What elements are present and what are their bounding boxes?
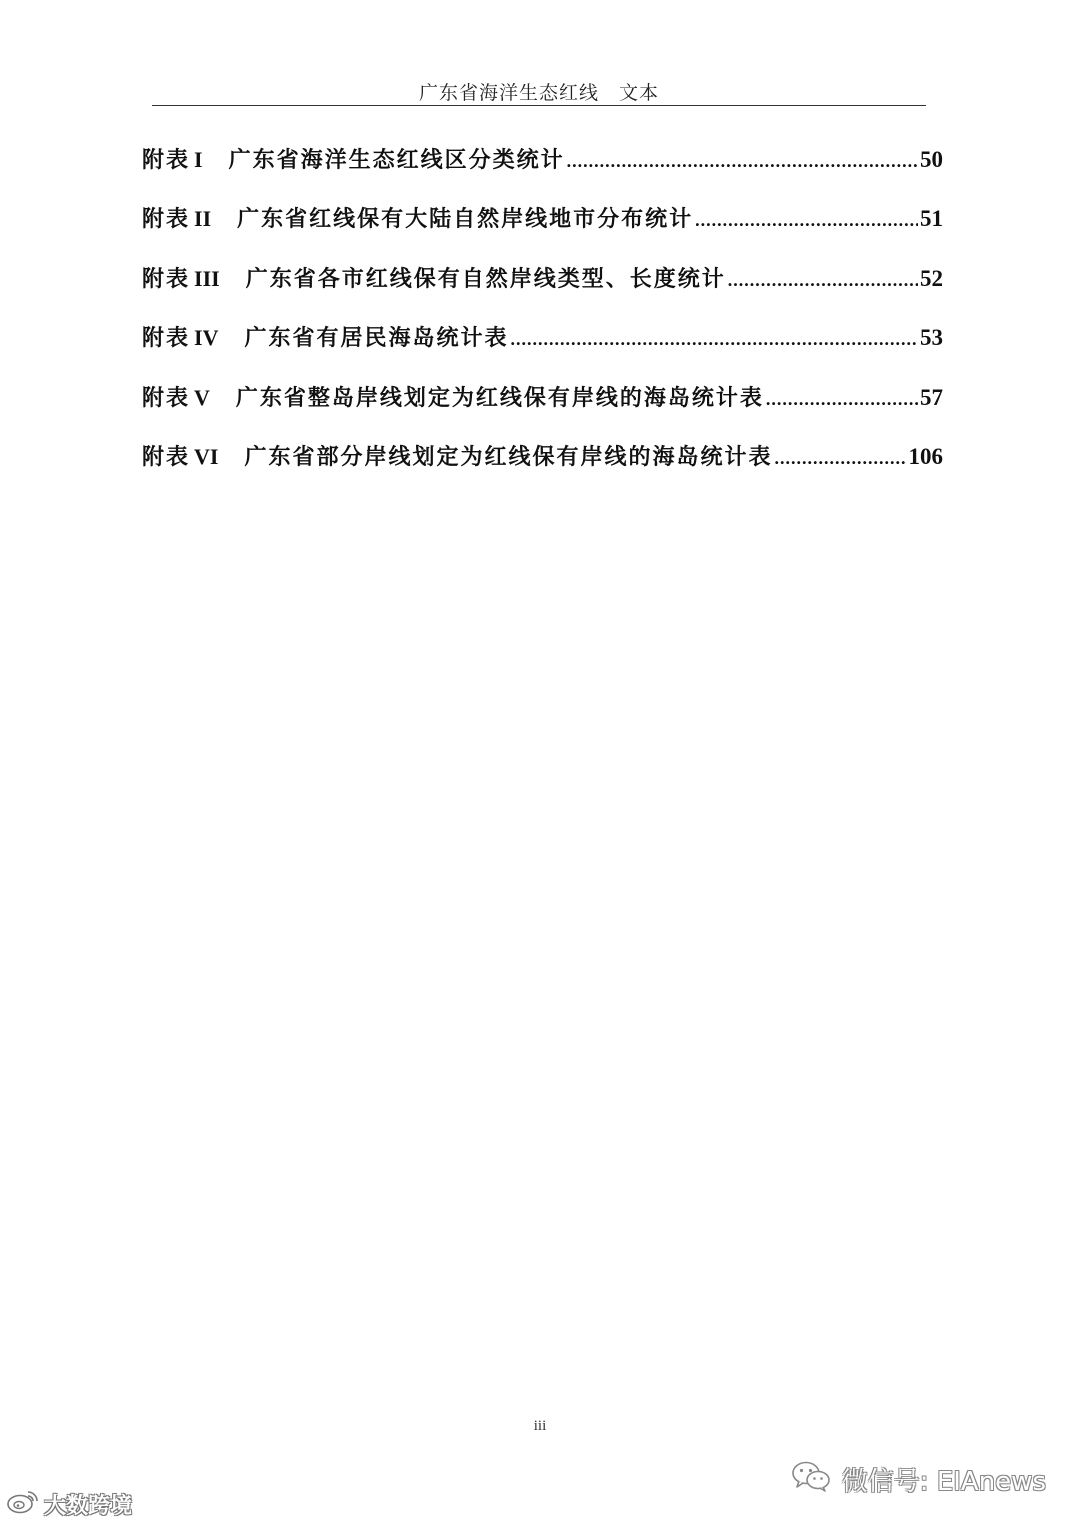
watermark-right-text: 微信号: EIAnews — [841, 1466, 1046, 1497]
toc-entry-title: 广东省有居民海岛统计表 — [244, 325, 509, 352]
toc-entry-title: 广东省各市红线保有自然岸线类型、长度统计 — [245, 265, 726, 292]
toc-entry-title: 广东省海洋生态红线区分类统计 — [228, 147, 565, 173]
toc-entry-numeral: V — [194, 384, 210, 410]
toc-entry-prefix: 附表 III — [142, 265, 220, 292]
toc-entry[interactable] — [142, 440, 943, 499]
toc-entry-title: 广东省红线保有大陆自然岸线地市分布统计 — [237, 206, 694, 233]
watermark-right — [790, 1462, 1046, 1496]
toc-entry-prefix: 附表 II — [142, 206, 212, 233]
toc-entry-prefix: 附表 I — [142, 147, 203, 173]
toc-entry-prefix: 附表 V — [142, 384, 210, 411]
toc-entry-numeral: II — [194, 206, 212, 232]
toc-leader-dots — [695, 210, 918, 231]
toc-entry-title: 广东省部分岸线划定为红线保有岸线的海岛统计表 — [244, 443, 773, 470]
toc-leader-dots — [728, 270, 918, 291]
toc-entry-page: 51 — [920, 206, 943, 232]
header-divider — [152, 105, 926, 106]
watermark-left — [6, 1489, 132, 1519]
toc-entry-page: 53 — [920, 325, 943, 351]
toc-leader-dots — [774, 448, 906, 469]
toc-entry-numeral: IV — [194, 325, 219, 351]
toc-leader-dots — [567, 151, 918, 172]
table-of-contents — [142, 143, 943, 499]
toc-entry[interactable] — [142, 321, 943, 380]
toc-entry-prefix: 附表 IV — [142, 325, 219, 352]
wechat-icon — [790, 1459, 832, 1500]
toc-entry-page: 52 — [920, 265, 943, 291]
weibo-icon — [6, 1488, 40, 1520]
toc-leader-dots — [766, 389, 918, 410]
watermark-left-text: 大数跨境 — [44, 1493, 133, 1519]
toc-entry-page: 57 — [920, 384, 943, 410]
page-number: iii — [533, 1418, 547, 1434]
toc-entry[interactable] — [142, 143, 943, 202]
toc-entry-prefix: 附表 VI — [142, 443, 219, 470]
toc-entry-page: 106 — [908, 443, 943, 469]
toc-entry-numeral: I — [194, 147, 203, 172]
toc-entry[interactable] — [142, 262, 943, 321]
page-header: 广东省海洋生态红线 文本 — [418, 82, 659, 104]
toc-entry-title: 广东省整岛岸线划定为红线保有岸线的海岛统计表 — [235, 384, 764, 411]
toc-entry-numeral: III — [194, 265, 220, 291]
toc-leader-dots — [510, 329, 918, 350]
toc-entry-numeral: VI — [194, 443, 219, 469]
toc-entry[interactable] — [142, 202, 943, 261]
toc-entry[interactable] — [142, 381, 943, 440]
toc-entry-page: 50 — [920, 147, 943, 172]
